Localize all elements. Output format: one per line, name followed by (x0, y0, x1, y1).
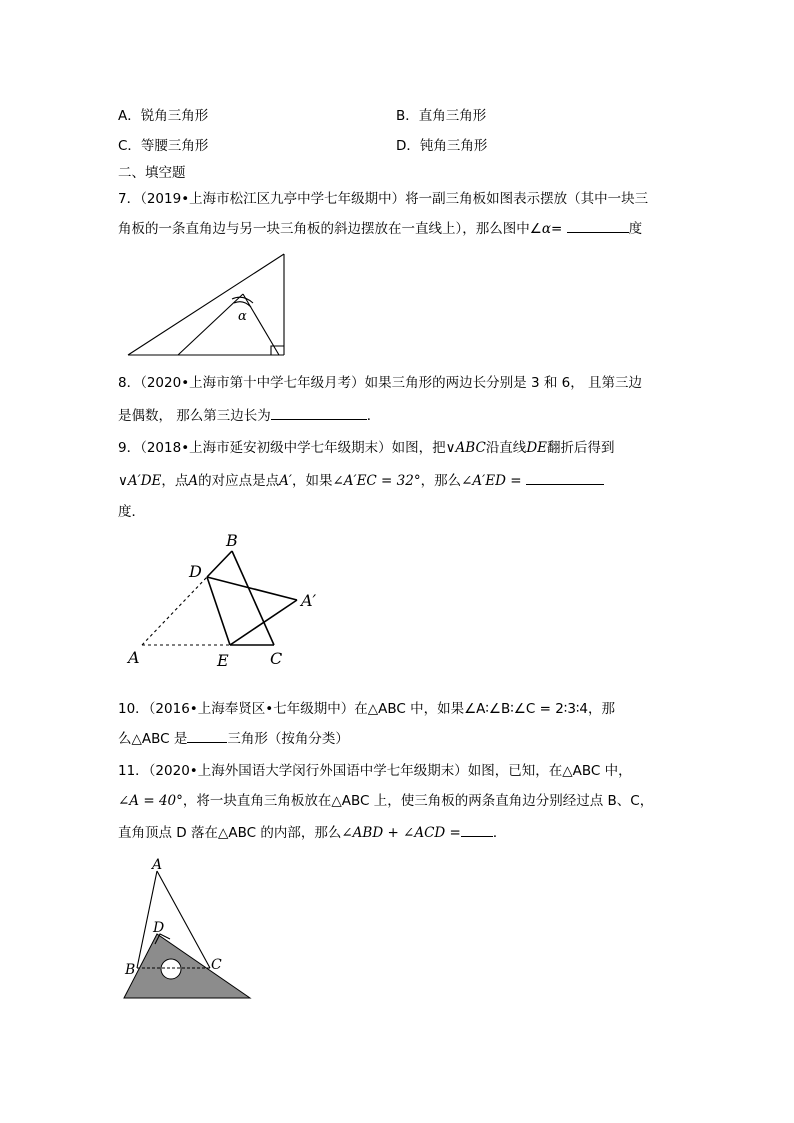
q9-fig-c: C (270, 649, 283, 668)
q11-end: ． (492, 825, 507, 841)
q9-fig-a: A (128, 648, 140, 667)
q8-line1: 8．（2020•上海市第十中学七年级月考）如果三角形的两边长分别是 3 和 6， 且第三边 (118, 375, 643, 391)
q9-text-b: 沿直线 (485, 440, 527, 456)
q9-text-f: ，如果 (291, 473, 333, 489)
q9-tri2: ∨A′DE (118, 473, 162, 489)
q11-fig-c: C (211, 957, 222, 973)
choice-b: B．直角三角形 (396, 108, 487, 124)
q11-line1: 11．（2020•上海外国语大学闵行外国语中学七年级期末）如图，已知，在△ABC 中， (118, 763, 632, 779)
q9-fig-a2: A′ (301, 591, 317, 610)
q9-fig-d: D (189, 562, 202, 581)
q8-end: ． (366, 408, 381, 424)
q7-alpha: α (541, 221, 551, 237)
q10-text: 么△ABC 是 (118, 731, 188, 747)
choice-c: C．等腰三角形 (118, 138, 209, 154)
q9-text-a: 9．（2018•上海市延安初级中学七年级期末）如图，把 (118, 440, 446, 456)
choice-d: D．钝角三角形 (396, 138, 488, 154)
q9-point-a2: A′ (279, 473, 292, 489)
q7-eq: = (550, 221, 563, 237)
section-title: 二、填空题 (118, 165, 186, 181)
q7-unit: 度 (628, 221, 643, 237)
q11-fig-d: D (153, 920, 165, 936)
q9-text-d: ，点 (161, 473, 189, 489)
choice-a: A．锐角三角形 (118, 108, 209, 124)
q9-tri1: ∨ABC (445, 440, 486, 456)
q9-text-e: 的对应点是点 (198, 473, 280, 489)
q11-expr: ∠ABD + ∠ACD = (341, 825, 461, 841)
q9-text-c: 翻折后得到 (547, 440, 615, 456)
q11-angle-a: ∠A = 40° (118, 793, 183, 809)
q11-text-2: 直角顶点 D 落在△ABC 的内部，那么 (118, 825, 342, 841)
q9-text-g: ，那么 (420, 473, 462, 489)
q10-text-2: 三角形（按角分类） (227, 731, 349, 747)
q9-angle2: ∠A′ED = (461, 473, 522, 489)
q11-fig-a: A (152, 857, 163, 873)
q7-text: 角板的一条直角边与另一块三角板的斜边摆放在一直线上），那么图中∠ (118, 221, 542, 237)
q9-de: DE (526, 440, 547, 456)
q11-text: ，将一块直角三角板放在△ABC 上，使三角板的两条直角边分别经过点 B、C， (182, 793, 654, 809)
q9-fig-e: E (217, 651, 229, 670)
q7-line1: 7．（2019•上海市松江区九亭中学七年级期中）将一副三角板如图表示摆放（其中一块三 (118, 191, 649, 207)
q9-angle1: ∠A′EC = 32° (332, 473, 421, 489)
q10-line1: 10．（2016•上海奉贤区•七年级期中）在△ABC 中，如果∠A∶∠B∶∠C = 2∶3∶4，那 (118, 701, 616, 717)
q9-fig-b: B (226, 531, 238, 550)
q9-point-a: A (188, 473, 199, 489)
q9-line3: 度． (118, 504, 145, 520)
q11-fig-b: B (125, 962, 136, 978)
q8-text: 是偶数， 那么第三边长为 (118, 408, 271, 424)
q7-fig-alpha: α (238, 309, 247, 324)
